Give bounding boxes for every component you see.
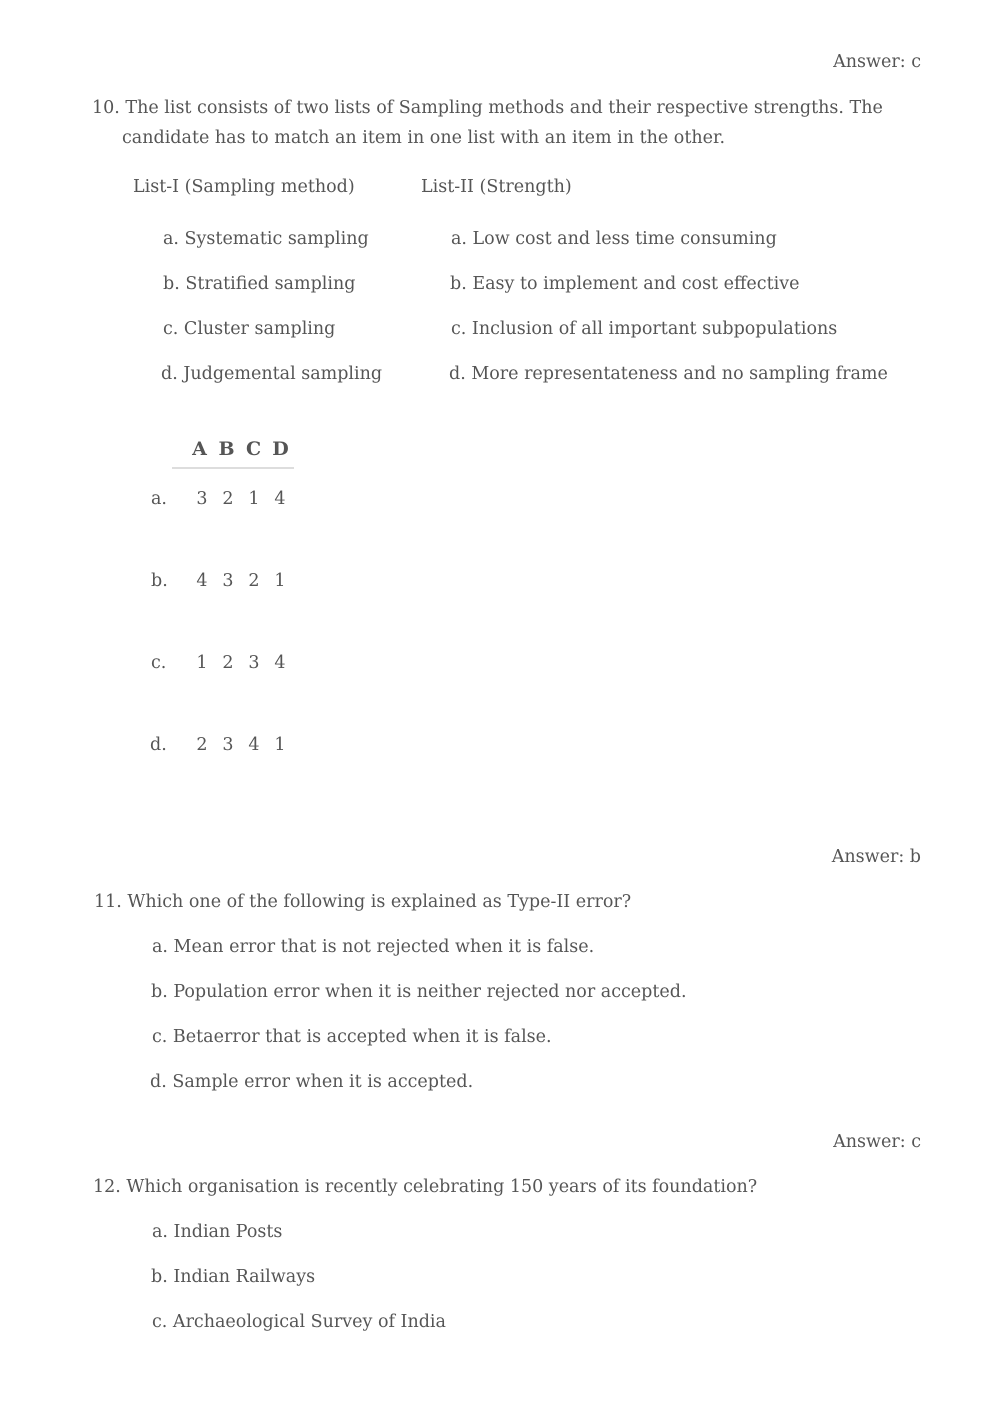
option: d. Sample error when it is accepted. <box>150 1072 474 1092</box>
list2-item: a. Low cost and less time consuming <box>451 229 777 249</box>
value: 4 <box>274 489 286 509</box>
answer-label: Answer: c <box>833 52 921 72</box>
option-values <box>189 489 293 509</box>
col-header: B <box>218 438 235 460</box>
list2-item: c. Inclusion of all important subpopulations <box>451 319 838 339</box>
list1-item: d. Judgemental sampling <box>161 364 383 384</box>
list1-header: List-I (Sampling method) <box>133 177 355 197</box>
question-10: 10. The list consists of two lists of Sampling methods and their respective strengths. The candidate has to match an item in one list with an item in the other. <box>92 98 883 148</box>
value: 1 <box>274 735 286 755</box>
value: 3 <box>222 735 234 755</box>
option-label: a. <box>151 489 167 509</box>
col-header: C <box>245 438 262 460</box>
option: a. Indian Posts <box>152 1222 283 1242</box>
col-header: A <box>192 438 207 460</box>
option-values <box>189 653 293 673</box>
option-label: d. <box>150 735 167 755</box>
value: 3 <box>196 489 208 509</box>
answer-label: Answer: b <box>831 847 921 867</box>
list1-item: a. Systematic sampling <box>163 229 369 249</box>
option: b. Population error when it is neither rejected nor accepted. <box>151 982 687 1002</box>
value: 4 <box>248 735 260 755</box>
option-label: c. <box>151 653 167 673</box>
option-values <box>189 735 293 755</box>
list1-item: c. Cluster sampling <box>163 319 336 339</box>
value: 2 <box>196 735 208 755</box>
value: 3 <box>248 653 260 673</box>
option: c. Betaerror that is accepted when it is false. <box>152 1027 552 1047</box>
value: 2 <box>222 653 234 673</box>
list2-item: d. More representateness and no sampling frame <box>449 364 888 384</box>
question-12: 12. Which organisation is recently celebrating 150 years of its foundation? <box>93 1177 758 1197</box>
list2-header: List-II (Strength) <box>421 177 572 197</box>
value: 4 <box>196 571 208 591</box>
option-values <box>189 571 293 591</box>
list2-item: b. Easy to implement and cost effective <box>450 274 800 294</box>
header-divider <box>172 467 294 469</box>
option-label: b. <box>151 571 168 591</box>
option: b. Indian Railways <box>151 1267 316 1287</box>
question-11: 11. Which one of the following is explained as Type-II error? <box>94 892 632 912</box>
value: 3 <box>222 571 234 591</box>
value: 2 <box>248 571 260 591</box>
value: 1 <box>196 653 208 673</box>
option: c. Archaeological Survey of India <box>152 1312 446 1332</box>
match-table-header <box>186 438 294 460</box>
value: 1 <box>248 489 260 509</box>
option: a. Mean error that is not rejected when it is false. <box>152 937 595 957</box>
list1-item: b. Stratified sampling <box>163 274 356 294</box>
answer-label: Answer: c <box>833 1132 921 1152</box>
col-header: D <box>272 438 289 460</box>
value: 1 <box>274 571 286 591</box>
value: 4 <box>274 653 286 673</box>
value: 2 <box>222 489 234 509</box>
